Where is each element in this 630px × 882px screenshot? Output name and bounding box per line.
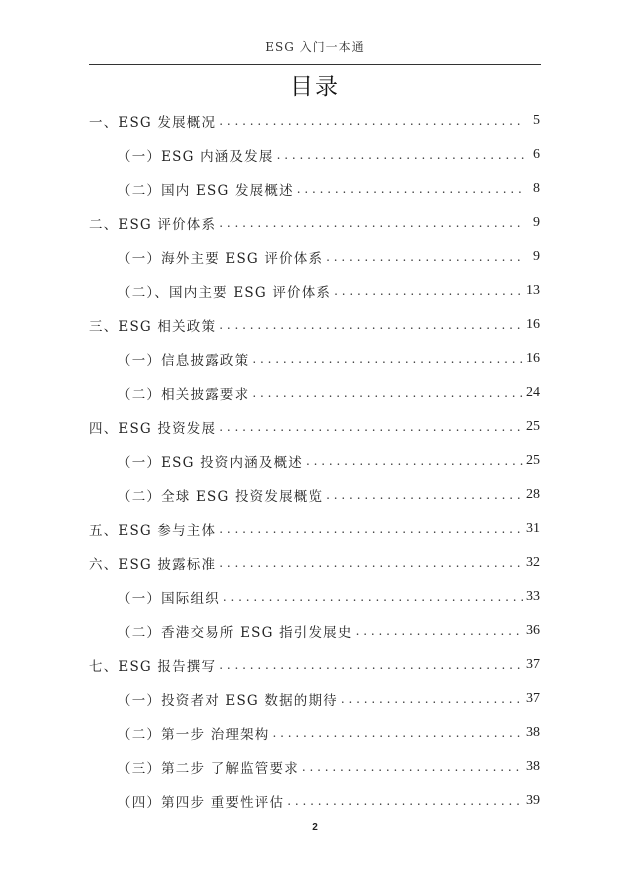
toc-entry-page: 36 <box>526 623 540 638</box>
toc-entry-page: 8 <box>533 181 540 196</box>
toc-entry-label: 七、ESG 报告撰写 <box>89 659 217 675</box>
toc-leader-dots <box>219 556 523 570</box>
toc-entry-page: 13 <box>526 283 540 298</box>
toc-entry-page: 38 <box>526 759 540 774</box>
toc-entry[interactable] <box>89 682 540 716</box>
toc-leader-dots <box>219 658 523 672</box>
toc-entry-page: 9 <box>533 249 540 264</box>
toc-entry-label: 四、ESG 投资发展 <box>89 421 217 437</box>
page-number: 2 <box>312 822 318 833</box>
toc-entry[interactable] <box>89 172 540 206</box>
toc-entry[interactable] <box>89 274 540 308</box>
toc-leader-dots <box>334 284 523 298</box>
toc-entry-page: 24 <box>526 385 540 400</box>
toc-entry-label: （一）海外主要 ESG 评价体系 <box>117 251 324 267</box>
toc-entry-label: （四）第四步 重要性评估 <box>117 795 285 811</box>
toc-entry[interactable] <box>89 104 540 138</box>
toc-entry-label: （一）投资者对 ESG 数据的期待 <box>117 693 338 709</box>
toc-entry-page: 39 <box>526 793 540 808</box>
toc-entry-label: （三）第二步 了解监管要求 <box>117 761 299 777</box>
toc-entry[interactable] <box>89 376 540 410</box>
toc-entry-label: 三、ESG 相关政策 <box>89 319 217 335</box>
toc-entry-page: 38 <box>526 725 540 740</box>
toc-entry-page: 6 <box>533 147 540 162</box>
toc-entry-label: （二）、国内主要 ESG 评价体系 <box>117 285 332 301</box>
toc-leader-dots <box>223 590 523 604</box>
toc-entry-label: （二）第一步 治理架构 <box>117 727 270 743</box>
toc-entry[interactable] <box>89 308 540 342</box>
toc-entry-page: 28 <box>526 487 540 502</box>
toc-entry[interactable] <box>89 206 540 240</box>
toc-leader-dots <box>252 352 523 366</box>
toc-entry-label: （一）信息披露政策 <box>117 353 250 369</box>
toc-leader-dots <box>219 522 523 536</box>
toc-entry-page: 32 <box>526 555 540 570</box>
toc-entry-page: 16 <box>526 317 540 332</box>
toc-entry[interactable] <box>89 512 540 546</box>
toc-entry[interactable] <box>89 478 540 512</box>
toc-entry[interactable] <box>89 580 540 614</box>
toc-leader-dots <box>356 624 523 638</box>
toc-entry[interactable] <box>89 614 540 648</box>
toc-leader-dots <box>297 182 525 196</box>
toc-entry[interactable] <box>89 546 540 580</box>
toc-entry-label: （一）ESG 投资内涵及概述 <box>117 455 303 471</box>
toc-entry[interactable] <box>89 784 540 818</box>
toc-leader-dots <box>306 454 523 468</box>
toc-entry-label: （二）全球 ESG 投资发展概览 <box>117 489 324 505</box>
toc-leader-dots <box>341 692 523 706</box>
toc-entry-page: 9 <box>533 215 540 230</box>
toc-leader-dots <box>326 250 525 264</box>
toc-entry-page: 25 <box>526 453 540 468</box>
toc-entry-label: 五、ESG 参与主体 <box>89 523 217 539</box>
table-of-contents <box>89 104 540 818</box>
toc-entry[interactable] <box>89 138 540 172</box>
toc-entry[interactable] <box>89 342 540 376</box>
toc-entry[interactable] <box>89 716 540 750</box>
toc-entry-page: 25 <box>526 419 540 434</box>
toc-entry-page: 31 <box>526 521 540 536</box>
toc-entry-page: 33 <box>526 589 540 604</box>
toc-leader-dots <box>252 386 523 400</box>
toc-entry-label: （二）国内 ESG 发展概述 <box>117 183 294 199</box>
toc-leader-dots <box>287 794 523 808</box>
toc-leader-dots <box>219 216 525 230</box>
toc-entry-page: 37 <box>526 691 540 706</box>
header-divider <box>89 64 541 65</box>
toc-leader-dots <box>219 420 523 434</box>
running-header: ESG 入门一本通 <box>265 40 365 54</box>
toc-entry[interactable] <box>89 410 540 444</box>
toc-leader-dots <box>219 114 525 128</box>
toc-leader-dots <box>302 760 523 774</box>
toc-entry[interactable] <box>89 240 540 274</box>
toc-entry[interactable] <box>89 444 540 478</box>
toc-entry[interactable] <box>89 750 540 784</box>
toc-leader-dots <box>219 318 523 332</box>
toc-leader-dots <box>277 148 525 162</box>
toc-entry[interactable] <box>89 648 540 682</box>
toc-entry-label: （二）相关披露要求 <box>117 387 250 403</box>
toc-entry-page: 37 <box>526 657 540 672</box>
toc-entry-label: 二、ESG 评价体系 <box>89 217 217 233</box>
toc-entry-label: 一、ESG 发展概况 <box>89 115 217 131</box>
toc-title: 目录 <box>290 74 340 100</box>
toc-entry-label: 六、ESG 披露标准 <box>89 557 217 573</box>
toc-entry-label: （一）ESG 内涵及发展 <box>117 149 274 165</box>
toc-entry-label: （二）香港交易所 ESG 指引发展史 <box>117 625 353 641</box>
toc-leader-dots <box>326 488 523 502</box>
toc-leader-dots <box>273 726 524 740</box>
toc-entry-page: 5 <box>533 113 540 128</box>
toc-entry-label: （一）国际组织 <box>117 591 220 607</box>
toc-entry-page: 16 <box>526 351 540 366</box>
